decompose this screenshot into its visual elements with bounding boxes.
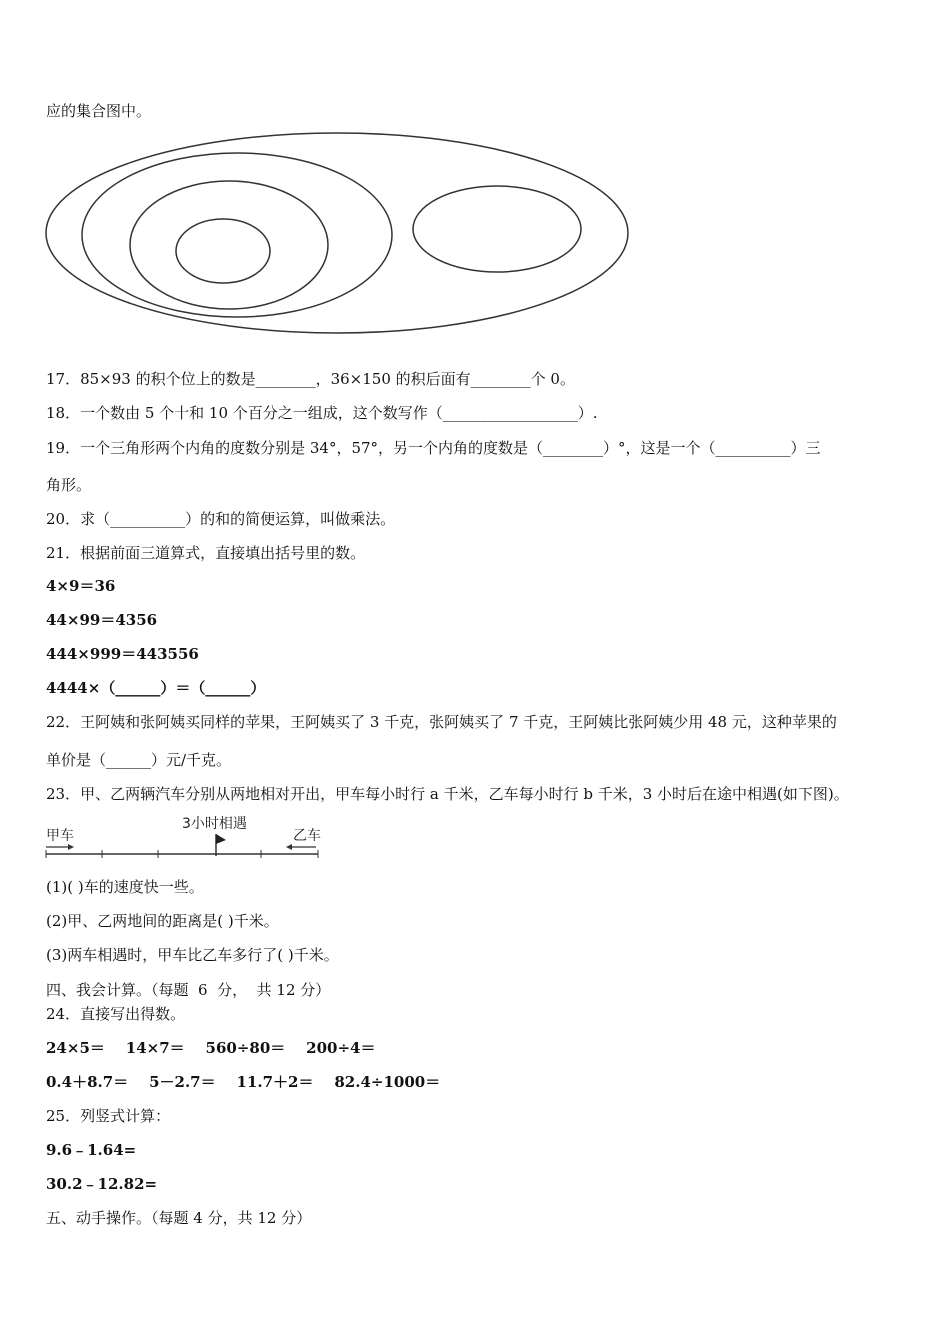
question-19-line2: 角形。: [46, 476, 92, 494]
separate-set-ellipse: [413, 186, 581, 272]
small-set-ellipse: [176, 219, 270, 283]
equation-2: 44×99＝4356: [46, 611, 158, 629]
question-23: 23．甲、乙两辆汽车分别从两地相对开出，甲车每小时行 a 千米，乙车每小时行 b 千米，3 小时后在途中相遇(如下图)。: [46, 785, 849, 803]
section-4-heading: 四、我会计算。（每题 6 分， 共 12 分）: [46, 981, 331, 999]
question-20: 20．求（__________）的和的简便运算，叫做乘法。: [46, 510, 396, 528]
mental-math-row-1: 24×5＝ 14×7＝ 560÷80＝ 200÷4＝: [46, 1039, 376, 1057]
section-5-heading: 五、动手操作。（每题 4 分，共 12 分）: [46, 1209, 312, 1227]
vertical-calc-2: 30.2﹣12.82=: [46, 1175, 158, 1193]
right-arrow-head: [286, 844, 292, 850]
right-car-label: 乙车: [293, 828, 321, 844]
question-24: 24．直接写出得数。: [46, 1005, 186, 1023]
intro-text: 应的集合图中。: [46, 102, 152, 120]
large-set-ellipse: [82, 153, 392, 317]
question-18: 18．一个数由 5 个十和 10 个百分之一组成，这个数写作（__________________）.: [46, 404, 598, 422]
question-23-part3: (3)两车相遇时，甲车比乙车多行了( )千米。: [46, 946, 339, 964]
question-17: 17．85×93 的积个位上的数是________，36×150 的积后面有________个 0。: [46, 370, 575, 388]
set-diagram: [40, 126, 640, 346]
mental-math-row-2: 0.4＋8.7＝ 5－2.7＝ 11.7＋2＝ 82.4÷1000＝: [46, 1073, 441, 1091]
question-22-line2: 单价是（______）元/千克。: [46, 751, 232, 769]
equation-1: 4×9＝36: [46, 577, 116, 595]
outer-set-ellipse: [46, 133, 628, 333]
equation-4: 4444×（______）＝（______）: [46, 679, 266, 697]
left-car-label: 甲车: [46, 828, 74, 844]
question-19-line1: 19．一个三角形两个内角的度数分别是 34°，57°，另一个内角的度数是（________）°，这是一个（__________）三: [46, 439, 821, 457]
question-23-part1: (1)( )车的速度快一些。: [46, 878, 204, 896]
question-22-line1: 22．王阿姨和张阿姨买同样的苹果，王阿姨买了 3 千克，张阿姨买了 7 千克，王阿姨比张阿姨少用 48 元，这种苹果的: [46, 713, 837, 731]
vertical-calc-1: 9.6﹣1.64=: [46, 1141, 137, 1159]
flag-icon: [216, 834, 226, 844]
equation-3: 444×999＝443556: [46, 645, 199, 663]
question-21: 21．根据前面三道算式，直接填出括号里的数。: [46, 544, 366, 562]
question-23-part2: (2)甲、乙两地间的距离是( )千米。: [46, 912, 279, 930]
question-25: 25．列竖式计算：: [46, 1107, 171, 1125]
left-arrow-head: [68, 844, 74, 850]
meet-label: 3小时相遇: [182, 816, 247, 832]
meeting-diagram: [40, 812, 340, 862]
medium-set-ellipse: [130, 181, 328, 309]
